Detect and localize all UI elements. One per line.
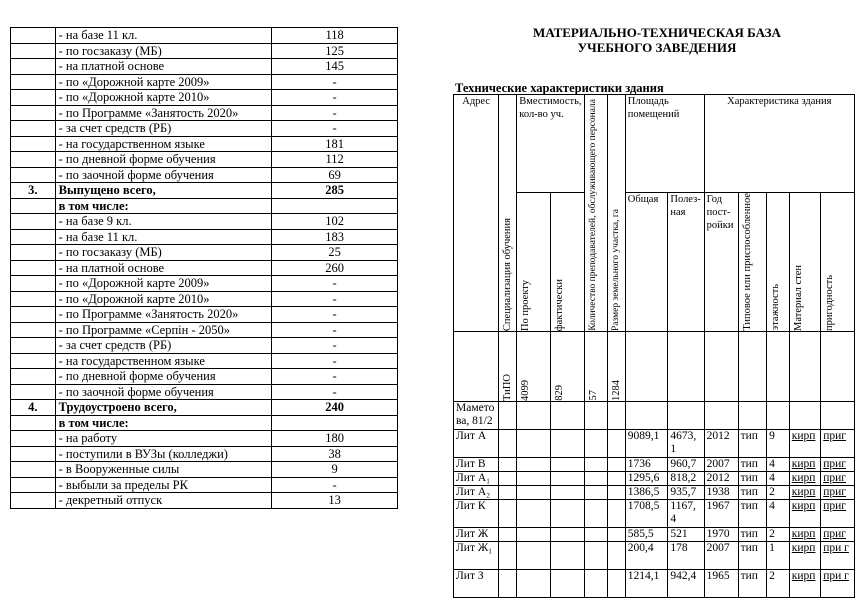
fitness-status: приг xyxy=(821,499,855,527)
fitness-status: при г xyxy=(821,569,855,597)
row-value: 13 xyxy=(272,493,398,509)
header-places-fact: фактически xyxy=(550,193,584,332)
area-total: 1736 xyxy=(625,457,668,471)
fitness-status: приг xyxy=(821,527,855,541)
area-useful: 935,7 xyxy=(668,485,704,499)
empty-cell xyxy=(584,485,607,499)
graduates-table xyxy=(10,27,398,509)
building-name: Лит А xyxy=(454,429,499,457)
area-useful: 521 xyxy=(668,527,704,541)
row-number xyxy=(11,167,56,183)
row-label: в том числе: xyxy=(55,415,272,431)
floor-count: 1 xyxy=(767,541,790,569)
building-type: тип xyxy=(738,541,766,569)
building-row xyxy=(454,471,855,485)
row-number xyxy=(11,229,56,245)
table-row xyxy=(11,167,398,183)
building-type: тип xyxy=(738,499,766,527)
row-number xyxy=(11,446,56,462)
row-value: - xyxy=(272,121,398,137)
build-year: 1938 xyxy=(704,485,738,499)
build-year: 1965 xyxy=(704,569,738,597)
row-number xyxy=(11,105,56,121)
table-row xyxy=(11,415,398,431)
row-value: - xyxy=(272,74,398,90)
empty-cell xyxy=(767,401,790,429)
empty-cell xyxy=(517,471,551,485)
empty-cell xyxy=(668,401,704,429)
empty-cell xyxy=(584,541,607,569)
table-row xyxy=(11,493,398,509)
fitness-status: приг xyxy=(821,429,855,457)
row-label: - по Программе «Серпін - 2050» xyxy=(55,322,272,338)
empty-cell xyxy=(550,485,584,499)
row-number xyxy=(11,276,56,292)
section-heading-line1: МАТЕРИАЛЬНО-ТЕХНИЧЕСКАЯ БАЗА xyxy=(533,25,781,40)
summary-empty xyxy=(704,331,738,401)
empty-cell xyxy=(607,527,625,541)
row-label: - по заочной форме обучения xyxy=(55,384,272,400)
empty-cell xyxy=(607,541,625,569)
row-value: 69 xyxy=(272,167,398,183)
empty-cell xyxy=(499,457,517,471)
row-value: - xyxy=(272,353,398,369)
row-label: - на базе 11 кл. xyxy=(55,28,272,44)
area-total: 1708,5 xyxy=(625,499,668,527)
area-total: 200,4 xyxy=(625,541,668,569)
table-row xyxy=(11,152,398,168)
empty-cell xyxy=(607,471,625,485)
row-value: 145 xyxy=(272,59,398,75)
building-characteristics-table xyxy=(453,94,855,598)
table-row xyxy=(11,462,398,478)
header-area-total: Общая xyxy=(625,193,668,332)
building-type: тип xyxy=(738,429,766,457)
header-specialization: Специализация обучения xyxy=(499,95,517,332)
build-year: 2012 xyxy=(704,471,738,485)
summary-empty xyxy=(668,331,704,401)
building-type: тип xyxy=(738,527,766,541)
header-land: Размер земельного участка, га xyxy=(607,95,625,332)
table-row xyxy=(11,229,398,245)
wall-material: кирп xyxy=(789,569,820,597)
table-row xyxy=(11,291,398,307)
table-row xyxy=(11,245,398,261)
row-label: - по Программе «Занятость 2020» xyxy=(55,105,272,121)
wall-material: кирп xyxy=(789,499,820,527)
section-heading-line2: УЧЕБНОГО ЗАВЕДЕНИЯ xyxy=(577,40,737,55)
table-row xyxy=(11,353,398,369)
row-value: - xyxy=(272,276,398,292)
row-label: - на базе 9 кл. xyxy=(55,214,272,230)
table-row xyxy=(11,446,398,462)
row-value: 118 xyxy=(272,28,398,44)
row-label: Выпущено всего, xyxy=(55,183,272,199)
empty-cell xyxy=(499,527,517,541)
header-year: Год пост-ройки xyxy=(704,193,738,332)
row-label: в том числе: xyxy=(55,198,272,214)
area-useful: 178 xyxy=(668,541,704,569)
empty-cell xyxy=(550,401,584,429)
area-total: 1295,6 xyxy=(625,471,668,485)
summary-empty xyxy=(821,331,855,401)
table-row xyxy=(11,105,398,121)
header-type: Типовое или приспособленное xyxy=(738,193,766,332)
table-row xyxy=(11,28,398,44)
empty-cell xyxy=(584,569,607,597)
table-caption: Технические характеристики здания xyxy=(455,81,664,95)
row-value xyxy=(272,415,398,431)
table-row xyxy=(11,384,398,400)
row-number xyxy=(11,214,56,230)
row-value: - xyxy=(272,384,398,400)
row-value xyxy=(272,198,398,214)
area-useful: 818,2 xyxy=(668,471,704,485)
header-material: Материал стен xyxy=(789,193,820,332)
empty-cell xyxy=(607,429,625,457)
summary-land: 1284 xyxy=(607,331,625,401)
graduates-table-body xyxy=(11,28,398,509)
row-label: - на работу xyxy=(55,431,272,447)
floor-count: 2 xyxy=(767,569,790,597)
empty-cell xyxy=(584,471,607,485)
summary-empty xyxy=(738,331,766,401)
table-row xyxy=(11,198,398,214)
row-value: 183 xyxy=(272,229,398,245)
row-label: - поступили в ВУЗы (колледжи) xyxy=(55,446,272,462)
floor-count: 4 xyxy=(767,457,790,471)
empty-cell xyxy=(550,499,584,527)
empty-cell xyxy=(821,401,855,429)
row-label: - по «Дорожной карте 2009» xyxy=(55,276,272,292)
row-value: 285 xyxy=(272,183,398,199)
build-year: 2012 xyxy=(704,429,738,457)
building-row xyxy=(454,499,855,527)
wall-material: кирп xyxy=(789,429,820,457)
row-value: 260 xyxy=(272,260,398,276)
row-label: - по «Дорожной карте 2009» xyxy=(55,74,272,90)
row-number: 4. xyxy=(11,400,56,416)
building-row xyxy=(454,569,855,597)
row-value: 9 xyxy=(272,462,398,478)
row-number xyxy=(11,43,56,59)
table-row xyxy=(11,59,398,75)
floor-count: 9 xyxy=(767,429,790,457)
table-row xyxy=(11,214,398,230)
building-row xyxy=(454,485,855,499)
empty-cell xyxy=(584,429,607,457)
row-number xyxy=(11,291,56,307)
fitness-status: при г xyxy=(821,541,855,569)
row-label: - по заочной форме обучения xyxy=(55,167,272,183)
summary-empty xyxy=(625,331,668,401)
empty-cell xyxy=(607,569,625,597)
empty-cell xyxy=(517,401,551,429)
header-area: Площадь помещений xyxy=(625,95,704,193)
building-name: Лит А₁ xyxy=(454,471,499,485)
floor-count: 2 xyxy=(767,527,790,541)
row-label: - на государственном языке xyxy=(55,136,272,152)
empty-cell xyxy=(738,401,766,429)
table-row xyxy=(11,400,398,416)
row-value: 102 xyxy=(272,214,398,230)
empty-cell xyxy=(789,401,820,429)
empty-cell xyxy=(517,485,551,499)
header-staff: Количество преподавателей, обслуживающего персонала xyxy=(584,95,607,332)
summary-address xyxy=(454,331,499,401)
floor-count: 4 xyxy=(767,499,790,527)
building-type: тип xyxy=(738,471,766,485)
empty-cell xyxy=(625,401,668,429)
row-number xyxy=(11,493,56,509)
empty-cell xyxy=(607,457,625,471)
building-rows xyxy=(454,429,855,597)
row-label: - на государственном языке xyxy=(55,353,272,369)
wall-material: кирп xyxy=(789,457,820,471)
row-number: 3. xyxy=(11,183,56,199)
row-label: - в Вооруженные силы xyxy=(55,462,272,478)
empty-cell xyxy=(550,457,584,471)
header-places: Вместимость, кол-во уч. xyxy=(517,95,584,193)
empty-cell xyxy=(550,429,584,457)
wall-material: кирп xyxy=(789,541,820,569)
row-value: - xyxy=(272,322,398,338)
row-label: - декретный отпуск xyxy=(55,493,272,509)
empty-cell xyxy=(550,541,584,569)
building-row xyxy=(454,429,855,457)
row-label: - по «Дорожной карте 2010» xyxy=(55,90,272,106)
row-number xyxy=(11,322,56,338)
empty-cell xyxy=(550,471,584,485)
empty-cell xyxy=(584,457,607,471)
summary-plan: 4099 xyxy=(517,331,551,401)
row-number xyxy=(11,136,56,152)
wall-material: кирп xyxy=(789,485,820,499)
summary-empty xyxy=(767,331,790,401)
table-row xyxy=(11,90,398,106)
row-label: - на платной основе xyxy=(55,59,272,75)
row-label: Трудоустроено всего, xyxy=(55,400,272,416)
header-fitness: пригодность xyxy=(821,193,855,332)
wall-material: кирп xyxy=(789,527,820,541)
empty-cell xyxy=(584,401,607,429)
row-number xyxy=(11,477,56,493)
row-label: - по Программе «Занятость 2020» xyxy=(55,307,272,323)
building-name: Лит З xyxy=(454,569,499,597)
build-year: 2007 xyxy=(704,541,738,569)
table-row xyxy=(11,74,398,90)
table-row xyxy=(11,43,398,59)
empty-cell xyxy=(499,471,517,485)
build-year: 1967 xyxy=(704,499,738,527)
table-row xyxy=(11,431,398,447)
row-value: - xyxy=(272,90,398,106)
row-number xyxy=(11,74,56,90)
build-year: 2007 xyxy=(704,457,738,471)
empty-cell xyxy=(607,485,625,499)
empty-cell xyxy=(517,457,551,471)
empty-cell xyxy=(550,527,584,541)
row-number xyxy=(11,384,56,400)
row-value: - xyxy=(272,338,398,354)
table-row xyxy=(11,260,398,276)
row-value: 25 xyxy=(272,245,398,261)
row-number xyxy=(11,431,56,447)
fitness-status: приг xyxy=(821,485,855,499)
building-name: Лит Ж xyxy=(454,527,499,541)
empty-cell xyxy=(517,569,551,597)
header-floors: этажность xyxy=(767,193,790,332)
empty-cell xyxy=(517,499,551,527)
empty-cell xyxy=(584,499,607,527)
table-row xyxy=(11,322,398,338)
row-number xyxy=(11,260,56,276)
row-label: - по госзаказу (МБ) xyxy=(55,245,272,261)
area-useful: 960,7 xyxy=(668,457,704,471)
row-label: - по дневной форме обучения xyxy=(55,152,272,168)
row-value: 181 xyxy=(272,136,398,152)
building-row xyxy=(454,527,855,541)
empty-cell xyxy=(607,499,625,527)
header-places-plan: По проекту xyxy=(517,193,551,332)
floor-count: 4 xyxy=(767,471,790,485)
row-number xyxy=(11,59,56,75)
row-number xyxy=(11,462,56,478)
table-row xyxy=(11,369,398,385)
building-name: Лит А₂ xyxy=(454,485,499,499)
building-name: Лит В xyxy=(454,457,499,471)
building-row xyxy=(454,541,855,569)
empty-cell xyxy=(517,527,551,541)
fitness-status: приг xyxy=(821,457,855,471)
row-value: - xyxy=(272,477,398,493)
row-number xyxy=(11,415,56,431)
empty-cell xyxy=(499,569,517,597)
header-characteristic: Характеристика здания xyxy=(704,95,854,193)
building-type: тип xyxy=(738,457,766,471)
row-value: - xyxy=(272,105,398,121)
summary-fact: 829 xyxy=(550,331,584,401)
area-useful: 4673, 1 xyxy=(668,429,704,457)
empty-cell xyxy=(584,527,607,541)
summary-specialization: ТиПО xyxy=(499,331,517,401)
building-name: Лит К xyxy=(454,499,499,527)
row-label: - по «Дорожной карте 2010» xyxy=(55,291,272,307)
building-type: тип xyxy=(738,569,766,597)
table-row xyxy=(11,338,398,354)
row-number xyxy=(11,369,56,385)
empty-cell xyxy=(499,485,517,499)
empty-cell xyxy=(550,569,584,597)
row-value: - xyxy=(272,307,398,323)
wall-material: кирп xyxy=(789,471,820,485)
header-address: Адрес xyxy=(454,95,499,332)
row-label: - по дневной форме обучения xyxy=(55,369,272,385)
row-value: - xyxy=(272,291,398,307)
area-total: 1214,1 xyxy=(625,569,668,597)
row-label: - на базе 11 кл. xyxy=(55,229,272,245)
summary-staff: 57 xyxy=(584,331,607,401)
building-type: тип xyxy=(738,485,766,499)
empty-cell xyxy=(704,401,738,429)
empty-cell xyxy=(499,429,517,457)
row-label: - на платной основе xyxy=(55,260,272,276)
empty-cell xyxy=(517,429,551,457)
empty-cell xyxy=(499,541,517,569)
row-number xyxy=(11,198,56,214)
area-useful: 942,4 xyxy=(668,569,704,597)
area-total: 1386,5 xyxy=(625,485,668,499)
table-row xyxy=(11,136,398,152)
floor-count: 2 xyxy=(767,485,790,499)
row-number xyxy=(11,307,56,323)
row-label: - за счет средств (РБ) xyxy=(55,338,272,354)
table-row xyxy=(11,276,398,292)
table-row xyxy=(11,183,398,199)
building-row xyxy=(454,457,855,471)
area-useful: 1167, 4 xyxy=(668,499,704,527)
row-number xyxy=(11,353,56,369)
row-number xyxy=(11,28,56,44)
row-value: 112 xyxy=(272,152,398,168)
row-number xyxy=(11,338,56,354)
row-value: 38 xyxy=(272,446,398,462)
empty-cell xyxy=(607,401,625,429)
table-row xyxy=(11,477,398,493)
summary-empty xyxy=(789,331,820,401)
area-total: 585,5 xyxy=(625,527,668,541)
empty-cell xyxy=(499,499,517,527)
address-cell: Мамето ва, 81/2 xyxy=(454,401,499,429)
row-number xyxy=(11,152,56,168)
row-label: - за счет средств (РБ) xyxy=(55,121,272,137)
empty-cell xyxy=(499,401,517,429)
row-value: - xyxy=(272,369,398,385)
table-row xyxy=(11,121,398,137)
row-number xyxy=(11,121,56,137)
header-area-useful: Полез-ная xyxy=(668,193,704,332)
fitness-status: приг xyxy=(821,471,855,485)
row-number xyxy=(11,245,56,261)
row-value: 240 xyxy=(272,400,398,416)
area-total: 9089,1 xyxy=(625,429,668,457)
build-year: 1970 xyxy=(704,527,738,541)
row-value: 180 xyxy=(272,431,398,447)
building-name: Лит Ж₁ xyxy=(454,541,499,569)
table-row xyxy=(11,307,398,323)
row-value: 125 xyxy=(272,43,398,59)
row-number xyxy=(11,90,56,106)
row-label: - по госзаказу (МБ) xyxy=(55,43,272,59)
row-label: - выбыли за пределы РК xyxy=(55,477,272,493)
empty-cell xyxy=(517,541,551,569)
